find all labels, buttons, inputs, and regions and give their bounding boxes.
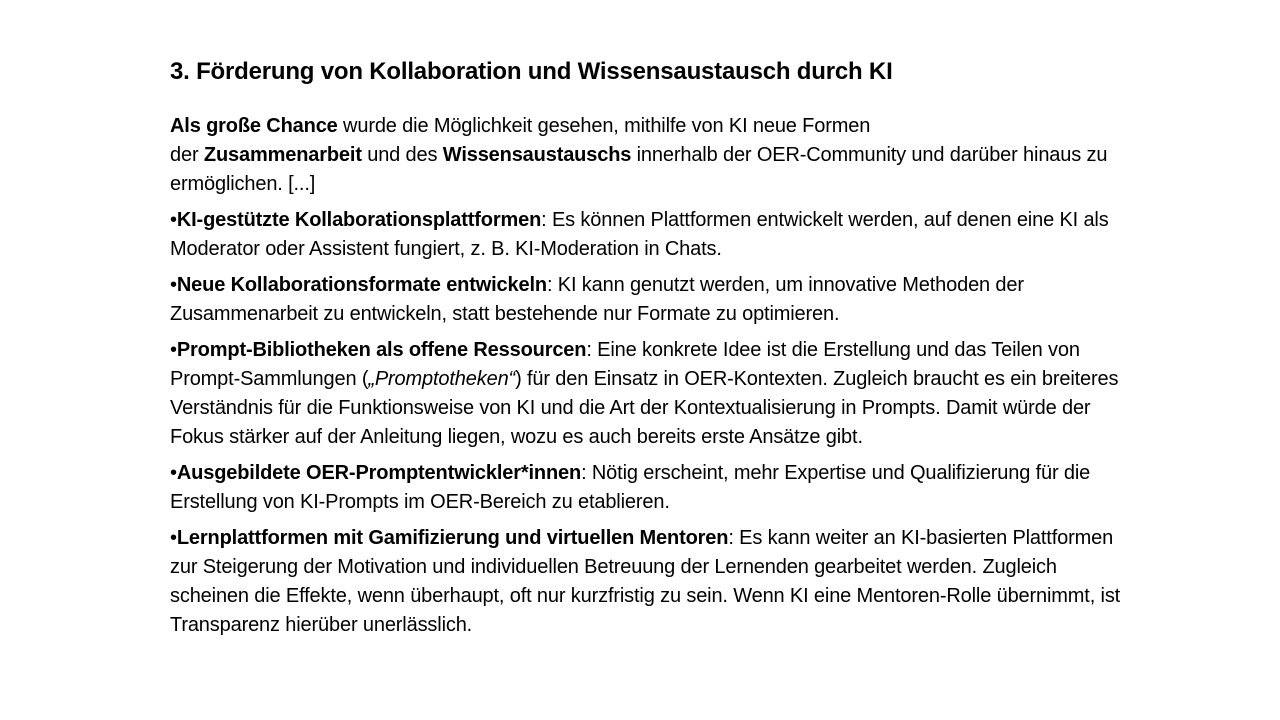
intro-bold-chance: Als große Chance	[170, 115, 338, 137]
bullet-marker: •	[170, 339, 177, 361]
bullet-item	[170, 206, 1130, 264]
bullet-text: : Es können Plattformen entwickelt werden, auf denen eine KI als Moderator oder Assistent fungiert, z. B. KI-Moderation in Chats.	[170, 209, 1109, 260]
bullet-marker: •	[170, 462, 177, 484]
bullet-text-before: : Eine konkrete Idee ist die Erstellung und das Teilen von Prompt-Sammlungen (	[170, 339, 1080, 390]
intro-text-2: der	[170, 144, 204, 166]
intro-text-4: innerhalb der OER-Community und darüber hinaus zu ermöglichen. [...]	[170, 144, 1108, 195]
bullet-title: KI-gestützte Kollaborationsplattformen	[176, 209, 542, 231]
bullet-item	[170, 271, 1130, 329]
bullet-marker: •	[170, 274, 177, 296]
intro-text-3: und des	[361, 144, 443, 166]
bullet-text: : Nötig erscheint, mehr Expertise und Qualifizierung für die Erstellung von KI-Prompts im OER-Bereich zu etablieren.	[170, 462, 1091, 513]
bullet-title: Prompt-Bibliotheken als offene Ressourcen	[176, 339, 587, 361]
intro-paragraph	[170, 112, 1130, 199]
bullet-item	[170, 524, 1130, 640]
bullet-text-after: ) für den Einsatz in OER-Kontexten. Zugleich braucht es ein breiteres Verständnis für die Funktionsweise von KI und die Art der Kontextualisierung in Prompts. Damit würde der Fokus stärker auf der Anleitung liegen, wozu es auch bereits erste Ansätze gibt.	[170, 368, 1119, 448]
document-page	[170, 56, 1130, 647]
bullet-text: : Es kann weiter an KI-basierten Plattformen zur Steigerung der Motivation und individuellen Betreuung der Lernenden gearbeitet werden. Zugleich scheinen die Effekte, wenn überhaupt, oft nur kurzfristig zu sein. Wenn KI eine Mentoren-Rolle übernimmt, ist Transparenz hierüber unerlässlich.	[170, 527, 1121, 636]
intro-text-1: wurde die Möglichkeit gesehen, mithilfe von KI neue Formen	[337, 115, 871, 137]
bullet-marker: •	[170, 527, 177, 549]
bullet-italic-term: „Promptotheken“	[368, 368, 516, 390]
bullet-marker: •	[170, 209, 177, 231]
bullet-title: Lernplattformen mit Gamifizierung und virtuellen Mentoren	[176, 527, 729, 549]
bullet-title: Ausgebildete OER-Promptentwickler*innen	[176, 462, 582, 484]
bullet-item	[170, 459, 1130, 517]
intro-line-1	[170, 112, 1130, 141]
intro-bold-zusammenarbeit: Zusammenarbeit	[203, 144, 362, 166]
intro-bold-wissensaustausch: Wissensaustauschs	[442, 144, 632, 166]
section-heading: 3. Förderung von Kollaboration und Wissensaustausch durch KI	[170, 58, 893, 85]
bullet-title: Neue Kollaborationsformate entwickeln	[176, 274, 547, 296]
bullet-item	[170, 336, 1130, 452]
bullet-text: : KI kann genutzt werden, um innovative Methoden der Zusammenarbeit zu entwickeln, statt bestehende nur Formate zu optimieren.	[170, 274, 1024, 325]
